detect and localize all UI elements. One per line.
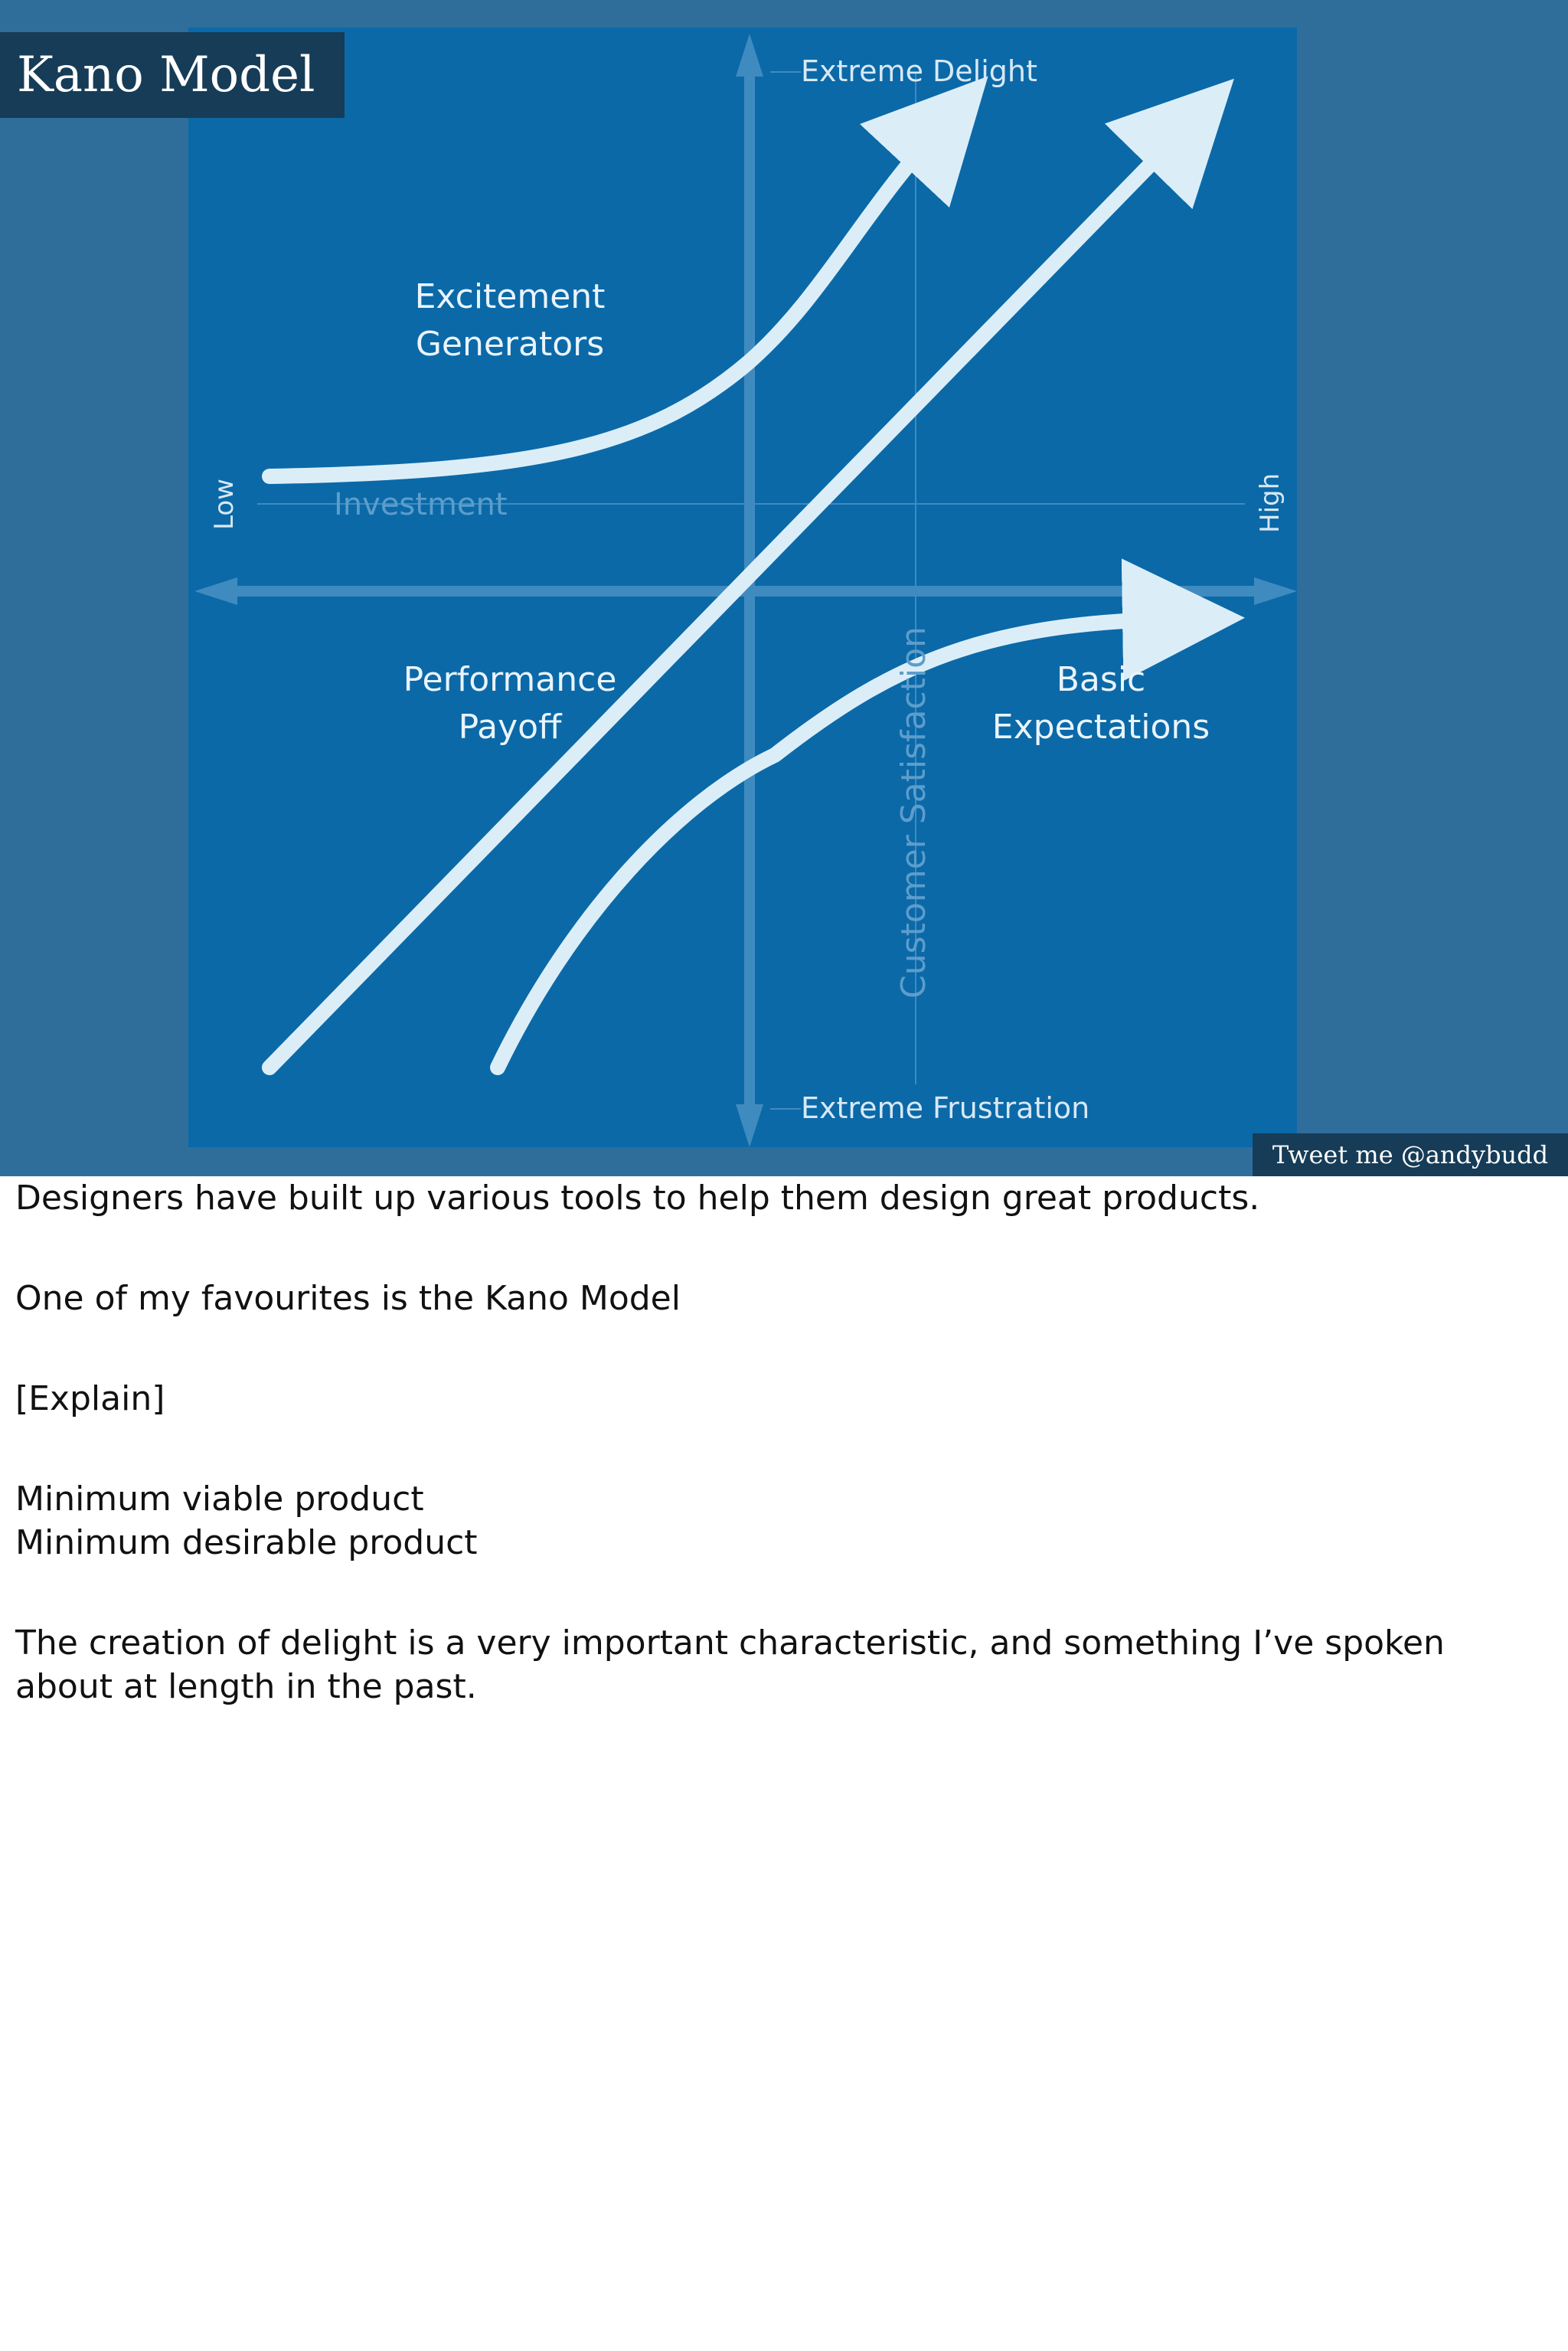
- kano-diagram-panel: [188, 28, 1297, 1147]
- y-axis-bottom-arrow: [736, 1104, 763, 1147]
- notes-line: [Explain]: [15, 1379, 165, 1418]
- high-label: High: [1255, 472, 1285, 533]
- notes-line: Designers have built up various tools to help them design great products.: [15, 1179, 1260, 1218]
- basic-label-line1: Basic: [1056, 660, 1146, 699]
- notes-line: One of my favourites is the Kano Model: [15, 1279, 681, 1318]
- kano-diagram: [188, 28, 1297, 1147]
- notes-line: The creation of delight is a very important characteristic, and something I’ve spoken about at length in the past.: [15, 1623, 1445, 1706]
- extreme-delight-label: Extreme Delight: [801, 54, 1037, 88]
- extreme-frustration-label: Extreme Frustration: [801, 1091, 1090, 1125]
- investment-label: Investment: [334, 487, 508, 522]
- x-axis-left-arrow: [194, 577, 237, 605]
- customer-satisfaction-label: Customer Satisfaction: [894, 626, 933, 999]
- x-axis-right-arrow: [1254, 577, 1297, 605]
- tweet-badge: Tweet me @andybudd: [1253, 1133, 1568, 1176]
- slide-title: Kano Model: [0, 32, 345, 118]
- excitement-curve: [270, 121, 946, 476]
- speaker-notes: [15, 1176, 1547, 1708]
- excitement-label-line2: Generators: [415, 325, 605, 364]
- basic-label-line2: Expectations: [991, 708, 1210, 747]
- notes-line: Minimum viable product: [15, 1480, 424, 1519]
- y-axis-top-arrow: [736, 34, 763, 77]
- performance-label-line2: Payoff: [458, 708, 562, 747]
- low-label: Low: [209, 479, 240, 530]
- notes-line: Minimum desirable product: [15, 1523, 478, 1562]
- excitement-label-line1: Excitement: [414, 277, 606, 316]
- performance-label-line1: Performance: [403, 660, 617, 699]
